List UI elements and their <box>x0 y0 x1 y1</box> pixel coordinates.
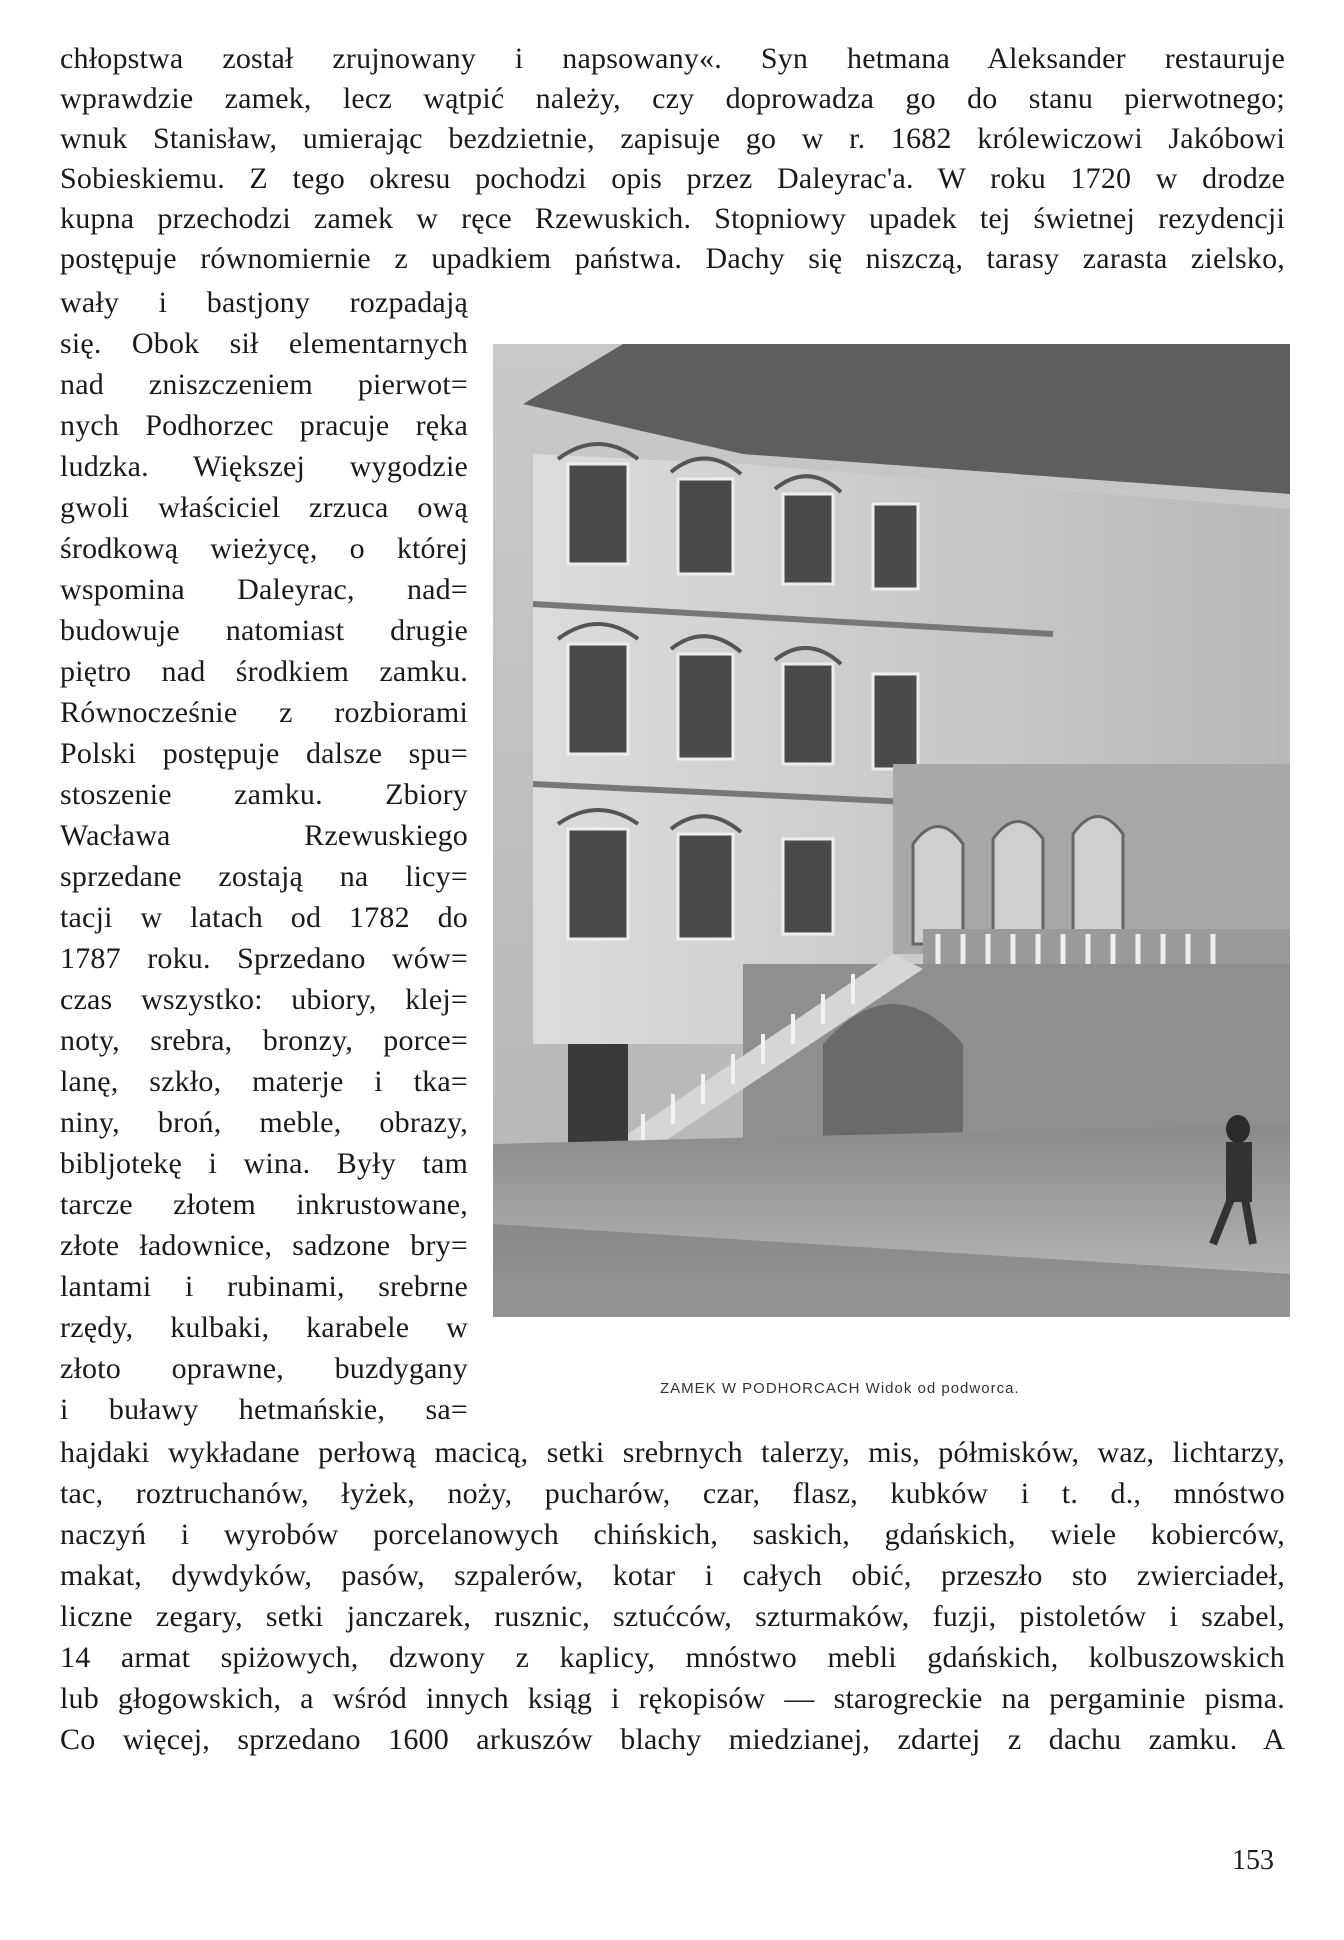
text-line: makat, dywdyków, pasów, szpalerów, kotar i całych obić, przeszło sto zwierciadeł, <box>60 1559 1285 1592</box>
text-line: Równocześnie z rozbiorami <box>60 696 468 729</box>
text-line: budowuje natomiast drugie <box>60 614 468 647</box>
text-line: ludzka. Większej wygodzie <box>60 450 468 483</box>
text-line: Wacława Rzewuskiego <box>60 819 468 852</box>
text-line: tarcze złotem inkrustowane, <box>60 1188 468 1221</box>
text-line: lub głogowskich, a wśród innych ksiąg i rękopisów — starogreckie na pergaminie pisma. <box>60 1682 1285 1715</box>
text-line: sprzedane zostają na licy= <box>60 860 468 893</box>
text-line: czas wszystko: ubiory, klej= <box>60 983 468 1016</box>
text-line: i buławy hetmańskie, sa= <box>60 1393 468 1426</box>
photo-caption: ZAMEK W PODHORCACH Widok od podworca. <box>660 1380 1020 1397</box>
text-line: nad zniszczeniem pierwot= <box>60 368 468 401</box>
text-line: postępuje równomiernie z upadkiem państwa. Dachy się niszczą, tarasy zarasta zielsko, <box>60 242 1285 275</box>
text-line: Polski postępuje dalsze spu= <box>60 737 468 770</box>
text-line: tac, roztruchanów, łyżek, noży, pucharów, czar, flasz, kubków i t. d., mnóstwo <box>60 1477 1285 1510</box>
text-line: kupna przechodzi zamek w ręce Rzewuskich. Stopniowy upadek tej świetnej rezydencji <box>60 202 1285 235</box>
text-line: gwoli właściciel zrzuca ową <box>60 491 468 524</box>
text-line: lantami i rubinami, srebrne <box>60 1270 468 1303</box>
text-line: tacji w latach od 1782 do <box>60 901 468 934</box>
text-line: złote ładownice, sadzone bry= <box>60 1229 468 1262</box>
text-line: wspomina Daleyrac, nad= <box>60 573 468 606</box>
text-line: wnuk Stanisław, umierając bezdzietnie, zapisuje go w r. 1682 królewiczowi Jakóbowi <box>60 122 1285 155</box>
text-line: wprawdzie zamek, lecz wątpić należy, czy doprowadza go do stanu pierwotnego; <box>60 82 1285 115</box>
text-line: bibljotekę i wina. Były tam <box>60 1147 468 1180</box>
text-line: chłopstwa został zrujnowany i napsowany«. Syn hetmana Aleksander restauruje <box>60 42 1285 75</box>
text-line: niny, broń, meble, obrazy, <box>60 1106 468 1139</box>
castle-photo <box>493 344 1290 1317</box>
text-line: piętro nad środkiem zamku. <box>60 655 468 688</box>
text-line: naczyń i wyrobów porcelanowych chińskich, saskich, gdańskich, wiele kobierców, <box>60 1518 1285 1551</box>
text-line: liczne zegary, setki janczarek, rusznic, sztućców, szturmaków, fuzji, pistoletów i szabel, <box>60 1600 1285 1633</box>
text-line: środkową wieżycę, o której <box>60 532 468 565</box>
page-number: 153 <box>1232 1845 1274 1876</box>
text-line: rzędy, kulbaki, karabele w <box>60 1311 468 1344</box>
text-line: noty, srebra, bronzy, porce= <box>60 1024 468 1057</box>
text-line: złoto oprawne, buzdygany <box>60 1352 468 1385</box>
text-line: hajdaki wykładane perłową macicą, setki srebrnych talerzy, mis, półmisków, waz, lichtarzy, <box>60 1436 1285 1469</box>
text-line: 14 armat spiżowych, dzwony z kaplicy, mnóstwo mebli gdańskich, kolbuszowskich <box>60 1641 1285 1674</box>
text-line: Sobieskiemu. Z tego okresu pochodzi opis przez Daleyrac'a. W roku 1720 w drodze <box>60 162 1285 195</box>
text-line: 1787 roku. Sprzedano wów= <box>60 942 468 975</box>
text-line: Co więcej, sprzedano 1600 arkuszów blachy miedzianej, zdartej z dachu zamku. A <box>60 1723 1285 1756</box>
text-line: nych Podhorzec pracuje ręka <box>60 409 468 442</box>
text-line: wały i bastjony rozpadają <box>60 286 468 319</box>
text-line: lanę, szkło, materje i tka= <box>60 1065 468 1098</box>
text-line: się. Obok sił elementarnych <box>60 327 468 360</box>
text-line: stoszenie zamku. Zbiory <box>60 778 468 811</box>
